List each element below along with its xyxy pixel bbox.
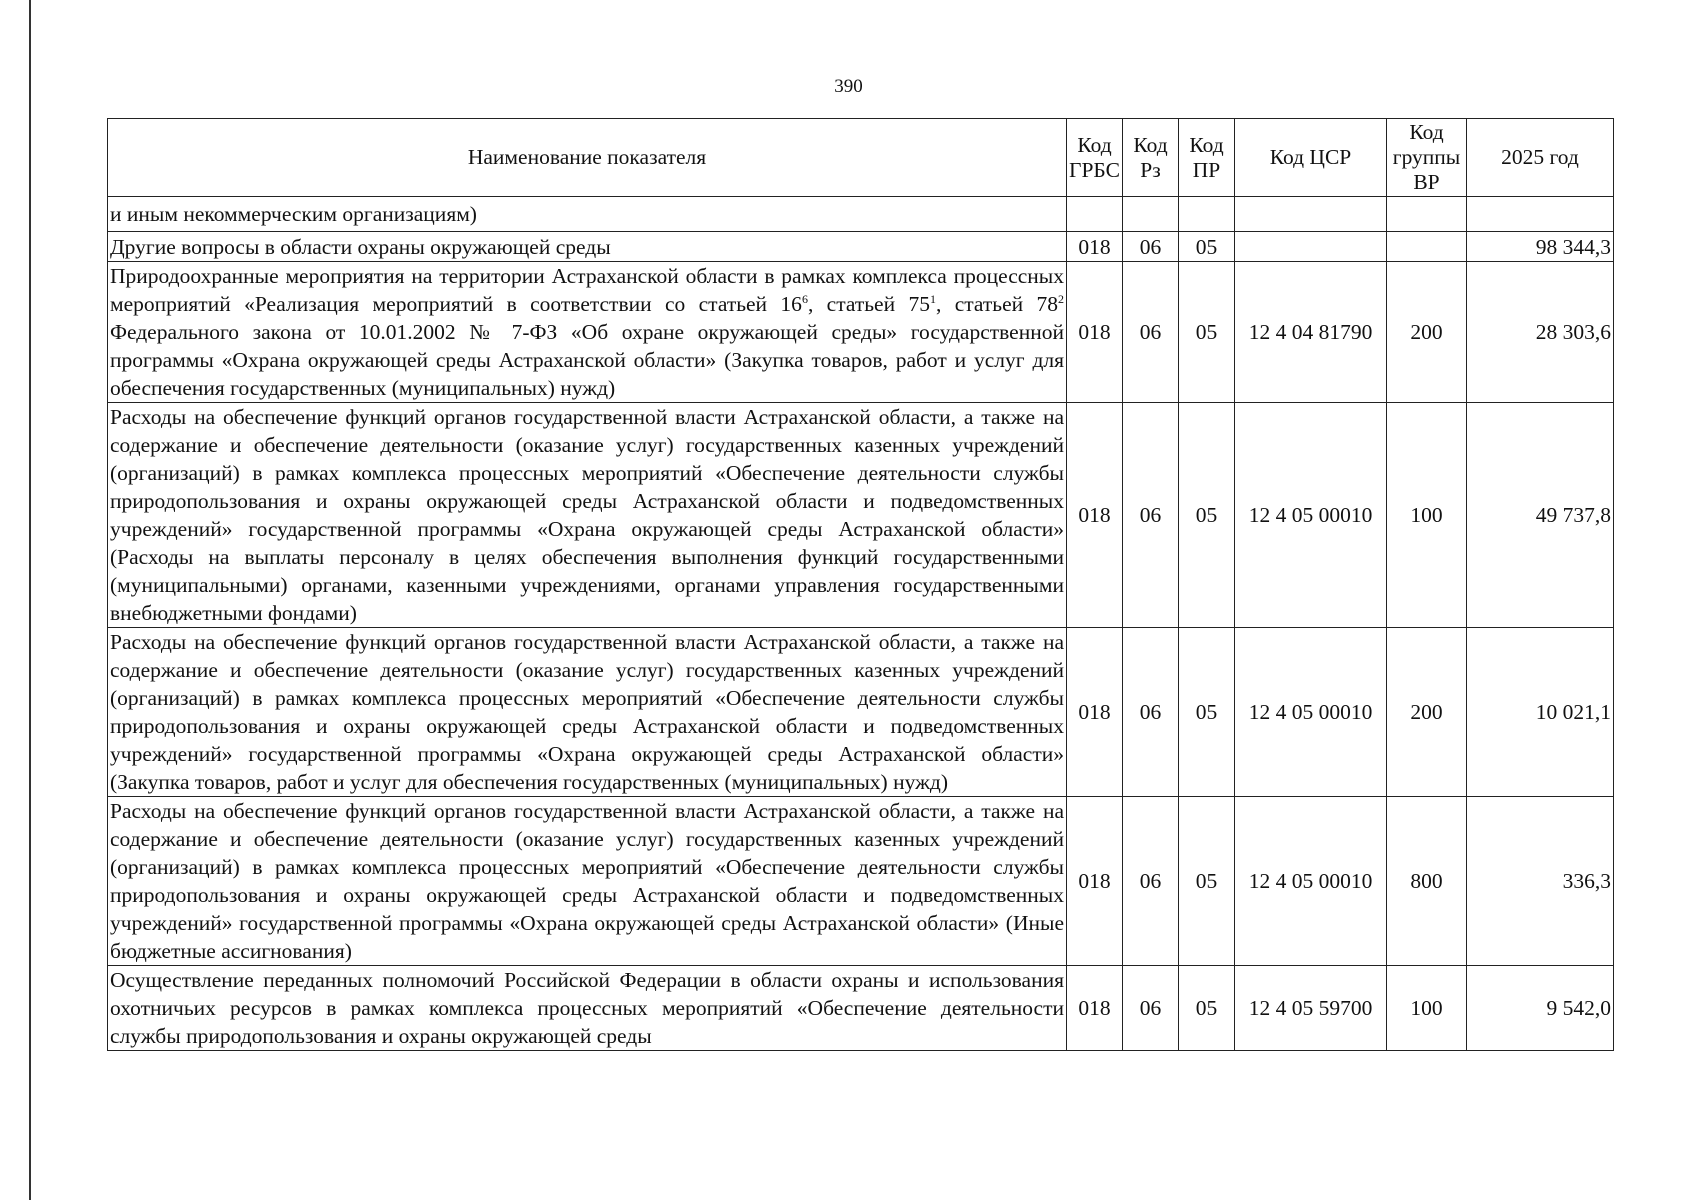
row-csr: 12 4 05 00010: [1235, 403, 1387, 628]
row-amount: [1467, 197, 1614, 232]
table-header-row: [108, 119, 1614, 197]
header-pr: Код ПР: [1179, 119, 1235, 197]
row-vr: 200: [1387, 262, 1467, 403]
row-rz: 06: [1123, 403, 1179, 628]
superscript: 1: [929, 291, 936, 306]
table-row: [108, 197, 1614, 232]
row-rz: 06: [1123, 628, 1179, 797]
header-name: Наименование показателя: [108, 119, 1067, 197]
row-name: и иным некоммерческим организациям): [108, 197, 1067, 232]
row-rz: 06: [1123, 262, 1179, 403]
row-pr: 05: [1179, 797, 1235, 966]
row-name: Осуществление переданных полномочий Российской Федерации в области охраны и использования охотничьих ресурсов в рамках комплекса процессных мероприятий «Обеспечение деятельности службы природопользования и охраны окружающей среды: [108, 966, 1067, 1051]
row-name-part: , статьей 75: [807, 292, 930, 316]
row-pr: 05: [1179, 403, 1235, 628]
page-number: 390: [834, 76, 863, 97]
row-rz: 06: [1123, 797, 1179, 966]
header-rz: Код Рз: [1123, 119, 1179, 197]
row-name: Расходы на обеспечение функций органов государственной власти Астраханской области, а также на содержание и обеспечение деятельности (оказание услуг) государственных казенных учреждений (организаций) в рамках комплекса процессных мероприятий «Обеспечение деятельности службы природопользования и охраны окружающей среды Астраханской области и подведомственных учреждений» государственной программы «Охрана окружающей среды Астраханской области» (Иные бюджетные ассигнования): [108, 797, 1067, 966]
row-csr: 12 4 05 00010: [1235, 628, 1387, 797]
row-amount: 9 542,0: [1467, 966, 1614, 1051]
header-vr: Код группы ВР: [1387, 119, 1467, 197]
row-grbs: 018: [1067, 797, 1123, 966]
row-csr: 12 4 05 00010: [1235, 797, 1387, 966]
row-vr: [1387, 197, 1467, 232]
superscript: 6: [801, 291, 808, 306]
table-row: [108, 797, 1614, 966]
row-grbs: 018: [1067, 628, 1123, 797]
row-vr: [1387, 232, 1467, 262]
row-vr: 800: [1387, 797, 1467, 966]
row-name: Расходы на обеспечение функций органов государственной власти Астраханской области, а также на содержание и обеспечение деятельности (оказание услуг) государственных казенных учреждений (организаций) в рамках комплекса процессных мероприятий «Обеспечение деятельности службы природопользования и охраны окружающей среды Астраханской области и подведомственных учреждений» государственной программы «Охрана окружающей среды Астраханской области» (Расходы на выплаты персоналу в целях обеспечения выполнения функций государственными (муниципальными) органами, казенными учреждениями, органами управления государственными внебюджетными фондами): [108, 403, 1067, 628]
row-amount: 28 303,6: [1467, 262, 1614, 403]
row-name: Расходы на обеспечение функций органов государственной власти Астраханской области, а также на содержание и обеспечение деятельности (оказание услуг) государственных казенных учреждений (организаций) в рамках комплекса процессных мероприятий «Обеспечение деятельности службы природопользования и охраны окружающей среды Астраханской области и подведомственных учреждений» государственной программы «Охрана окружающей среды Астраханской области» (Закупка товаров, работ и услуг для обеспечения государственных (муниципальных) нужд): [108, 628, 1067, 797]
row-grbs: 018: [1067, 262, 1123, 403]
row-vr: 100: [1387, 966, 1467, 1051]
table-row: [108, 628, 1614, 797]
row-rz: 06: [1123, 966, 1179, 1051]
row-vr: 100: [1387, 403, 1467, 628]
superscript: 2: [1058, 291, 1064, 306]
budget-table: [107, 118, 1614, 1051]
row-pr: 05: [1179, 232, 1235, 262]
row-grbs: 018: [1067, 403, 1123, 628]
row-name-part: Федерального закона от 10.01.2002 № 7-ФЗ «Об охране окружающей среды» государственной программы «Охрана окружающей среды Астраханской области» (Закупка товаров, работ и услуг для обеспечения государственных (муниципальных) нужд): [110, 320, 1064, 400]
header-year: 2025 год: [1467, 119, 1614, 197]
table-row: [108, 966, 1614, 1051]
row-grbs: [1067, 197, 1123, 232]
row-name-part: Природоохранные мероприятия на территории Астраханской области в рамках комплекса процессных мероприятий «Реализация мероприятий в соответствии со статьей 16: [110, 264, 1064, 316]
row-name-part: , статьей 78: [935, 292, 1058, 316]
row-pr: 05: [1179, 262, 1235, 403]
row-pr: 05: [1179, 966, 1235, 1051]
row-amount: 336,3: [1467, 797, 1614, 966]
scan-edge-line: [29, 0, 31, 1200]
row-amount: 10 021,1: [1467, 628, 1614, 797]
row-pr: [1179, 197, 1235, 232]
row-csr: 12 4 04 81790: [1235, 262, 1387, 403]
row-vr: 200: [1387, 628, 1467, 797]
row-name: Другие вопросы в области охраны окружающей среды: [108, 232, 1067, 262]
row-name: [108, 262, 1067, 403]
row-rz: 06: [1123, 232, 1179, 262]
header-grbs: Код ГРБС: [1067, 119, 1123, 197]
row-pr: 05: [1179, 628, 1235, 797]
row-csr: [1235, 197, 1387, 232]
row-csr: [1235, 232, 1387, 262]
table-row: [108, 232, 1614, 262]
row-amount: 98 344,3: [1467, 232, 1614, 262]
header-csr: Код ЦСР: [1235, 119, 1387, 197]
row-csr: 12 4 05 59700: [1235, 966, 1387, 1051]
row-grbs: 018: [1067, 232, 1123, 262]
row-grbs: 018: [1067, 966, 1123, 1051]
row-amount: 49 737,8: [1467, 403, 1614, 628]
table-row: [108, 403, 1614, 628]
row-rz: [1123, 197, 1179, 232]
table-row: [108, 262, 1614, 403]
